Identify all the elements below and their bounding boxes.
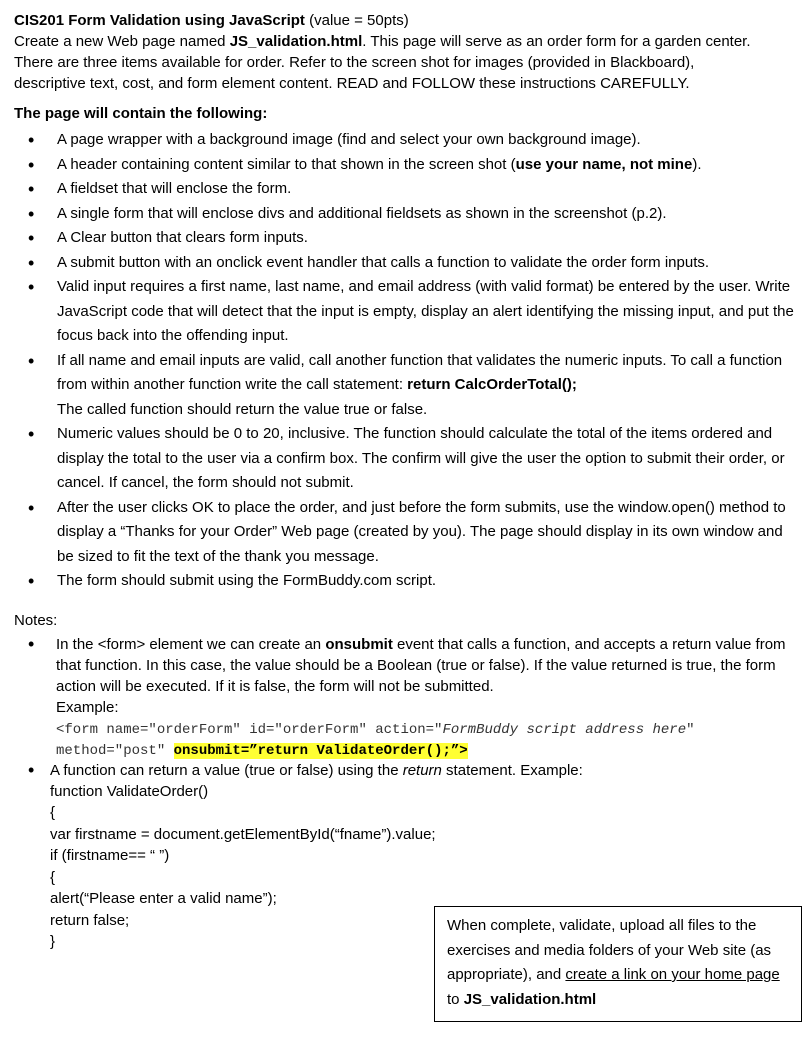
requirements-heading: The page will contain the following: xyxy=(14,105,268,122)
note-bold: onsubmit xyxy=(325,635,393,653)
title-value: (value = 50pts) xyxy=(304,12,409,29)
box-filename: JS_validation.html xyxy=(463,990,597,1008)
fn-line: { xyxy=(50,868,56,886)
fn-line: return false; xyxy=(50,911,130,929)
code-text: <form name="orderForm" id="orderForm" action=" xyxy=(56,721,443,738)
list-item xyxy=(14,422,794,496)
list-item xyxy=(14,496,794,570)
intro-text-2: . This page will serve as an order form for a garden center. There are three items available for order. Refer to the screen shot for images (provided in Blackboard), descriptive text, cost, and form element content. READ and FOLLOW these instructions CAREFULLY. xyxy=(14,33,751,92)
req-code-call: return CalcOrderTotal(); xyxy=(407,376,577,393)
req-text: A page wrapper with a background image (find and select your own background image). xyxy=(57,131,641,148)
req-text: The form should submit using the FormBuddy.com script. xyxy=(57,572,437,589)
intro-text-1: Create a new Web page named xyxy=(14,33,230,50)
list-item xyxy=(14,275,794,349)
note-italic: return xyxy=(402,761,442,779)
fn-line: function ValidateOrder() xyxy=(50,782,209,800)
list-item xyxy=(14,153,794,178)
req-text: A single form that will enclose divs and additional fieldsets as shown in the screenshot (p.2). xyxy=(57,204,667,222)
fn-line: { xyxy=(50,804,56,821)
code-line-1 xyxy=(56,722,695,738)
intro-paragraph xyxy=(14,31,754,94)
notes-list xyxy=(14,634,794,953)
note-text: event that calls a function, and accepts a return value from that function. In this case, the value should be a Boolean (true or false). If the value returned is true, the form action will be executed. If it is false, the form will not be submitted. xyxy=(56,635,786,695)
fn-line: alert(“Please enter a valid name”); xyxy=(50,890,277,907)
box-text: When complete, validate, upload all files to the exercises and media folders of your Web site (as appropriate), and xyxy=(447,917,772,983)
code-text: method="post" xyxy=(56,742,174,759)
requirements-list xyxy=(14,128,794,594)
code-highlight: onsubmit=”return ValidateOrder();”> xyxy=(173,742,468,759)
code-placeholder: FormBuddy script address here xyxy=(442,721,687,738)
req-text: The called function should return the value true or false. xyxy=(57,400,428,418)
req-text: Numeric values should be 0 to 20, inclusive. The function should calculate the total of the items ordered and display the total to the user via a confirm box. The confirm will give the user the option to submit their order, or cancel. If cancel, the form should not submit. xyxy=(57,425,785,491)
box-text: to xyxy=(447,990,464,1008)
req-text: ). xyxy=(692,155,702,173)
list-item xyxy=(14,177,794,202)
list-item xyxy=(14,128,794,153)
page-title xyxy=(14,10,794,31)
note-text: A function can return a value (true or false) using the xyxy=(50,761,403,779)
intro-filename: JS_validation.html xyxy=(229,33,363,50)
req-text: A header containing content similar to that shown in the screen shot ( xyxy=(57,155,516,173)
req-text: A fieldset that will enclose the form. xyxy=(57,180,292,197)
code-text: " xyxy=(686,721,695,738)
list-item xyxy=(14,569,794,594)
note-example-label: Example: xyxy=(56,698,119,716)
assignment-page xyxy=(14,10,794,953)
req-bold: use your name, not mine xyxy=(515,155,693,173)
list-item xyxy=(14,226,794,251)
list-item xyxy=(14,251,794,276)
req-text: Valid input requires a first name, last name, and email address (with valid format) be entered by the user. Write JavaScript code that will detect that the input is empty, display an alert identifying the missing input, and put the focus back into the offending input. xyxy=(57,278,794,344)
list-item xyxy=(14,202,794,227)
req-text: If all name and email inputs are valid, call another function that validates the numeric inputs. To call a function from within another function write the call statement: xyxy=(57,351,783,393)
fn-line: var firstname = document.getElementById(“fname”).value; xyxy=(50,825,436,843)
submission-note-box xyxy=(434,906,802,1022)
code-line-2 xyxy=(56,743,468,759)
req-text: A Clear button that clears form inputs. xyxy=(57,229,308,246)
fn-line: } xyxy=(50,933,56,950)
box-underlined-text: create a link on your home page xyxy=(565,966,780,983)
title-bold: CIS201 Form Validation using JavaScript xyxy=(14,12,305,29)
note-text: In the <form> element we can create an xyxy=(56,635,326,653)
req-text: After the user clicks OK to place the order, and just before the form submits, use the window.open() method to display a “Thanks for your Order” Web page (created by you). The page should display in its own window and be sized to fit the text of the thank you message. xyxy=(57,498,786,565)
req-text: A submit button with an onclick event handler that calls a function to validate the order form inputs. xyxy=(57,253,710,271)
notes-label: Notes: xyxy=(14,611,58,629)
list-item xyxy=(14,349,794,423)
note-text: statement. Example: xyxy=(441,761,583,779)
list-item xyxy=(14,634,794,760)
fn-line: if (firstname== “ ”) xyxy=(50,847,170,864)
